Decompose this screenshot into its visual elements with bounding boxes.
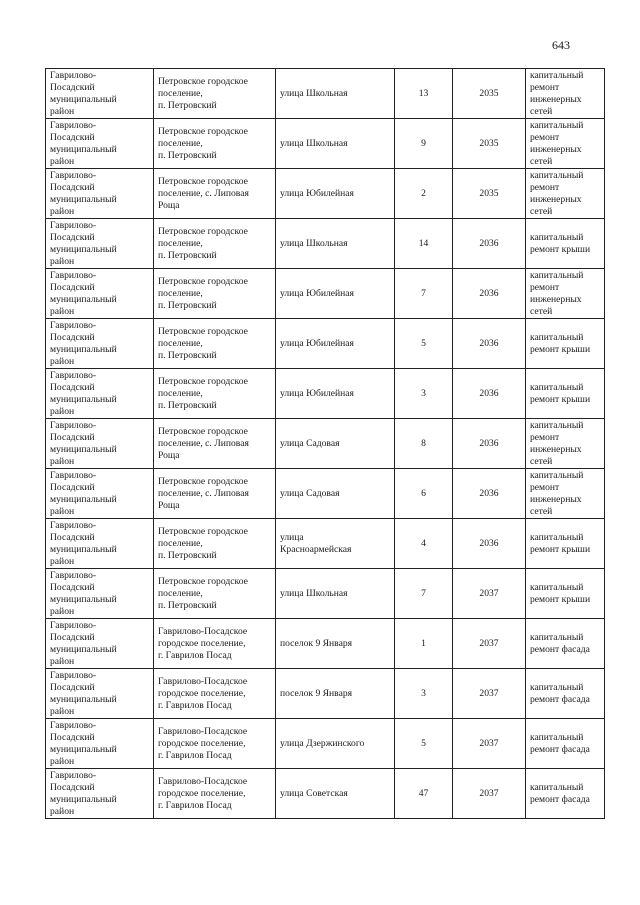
settlement-cell: Петровское городское поселение, с. Липовая Роща	[154, 169, 276, 219]
work-type-cell: капитальный ремонт фасада	[526, 719, 605, 769]
street-cell: улица Дзержинского	[276, 719, 395, 769]
year-cell: 2035	[453, 169, 526, 219]
repair-schedule-table	[45, 68, 605, 819]
district-cell: Гаврилово- Посадский муниципальный район	[46, 319, 154, 369]
table-row	[46, 719, 605, 769]
district-cell: Гаврилово- Посадский муниципальный район	[46, 469, 154, 519]
table-row	[46, 769, 605, 819]
work-type-cell: капитальный ремонт инженерных сетей	[526, 269, 605, 319]
district-cell: Гаврилово- Посадский муниципальный район	[46, 569, 154, 619]
street-cell: улица Юбилейная	[276, 269, 395, 319]
house-number-cell: 8	[395, 419, 453, 469]
district-cell: Гаврилово- Посадский муниципальный район	[46, 519, 154, 569]
settlement-cell: Петровское городское поселение, п. Петровский	[154, 269, 276, 319]
house-number-cell: 7	[395, 269, 453, 319]
settlement-cell: Петровское городское поселение, п. Петровский	[154, 319, 276, 369]
settlement-cell: Петровское городское поселение, п. Петровский	[154, 369, 276, 419]
year-cell: 2037	[453, 569, 526, 619]
settlement-cell: Гаврилово-Посадское городское поселение, г. Гаврилов Посад	[154, 619, 276, 669]
settlement-cell: Петровское городское поселение, п. Петровский	[154, 569, 276, 619]
work-type-cell: капитальный ремонт фасада	[526, 619, 605, 669]
year-cell: 2036	[453, 319, 526, 369]
work-type-cell: капитальный ремонт крыши	[526, 369, 605, 419]
table-row	[46, 319, 605, 369]
table-row	[46, 219, 605, 269]
table-row	[46, 369, 605, 419]
work-type-cell: капитальный ремонт фасада	[526, 669, 605, 719]
settlement-cell: Гаврилово-Посадское городское поселение, г. Гаврилов Посад	[154, 669, 276, 719]
year-cell: 2035	[453, 69, 526, 119]
district-cell: Гаврилово- Посадский муниципальный район	[46, 369, 154, 419]
work-type-cell: капитальный ремонт инженерных сетей	[526, 69, 605, 119]
street-cell: улица Школьная	[276, 119, 395, 169]
settlement-cell: Гаврилово-Посадское городское поселение, г. Гаврилов Посад	[154, 719, 276, 769]
year-cell: 2036	[453, 369, 526, 419]
house-number-cell: 3	[395, 369, 453, 419]
settlement-cell: Петровское городское поселение, с. Липовая Роща	[154, 419, 276, 469]
work-type-cell: капитальный ремонт крыши	[526, 569, 605, 619]
district-cell: Гаврилово- Посадский муниципальный район	[46, 119, 154, 169]
house-number-cell: 2	[395, 169, 453, 219]
street-cell: улица Школьная	[276, 219, 395, 269]
table-row	[46, 119, 605, 169]
table-row	[46, 269, 605, 319]
settlement-cell: Петровское городское поселение, п. Петровский	[154, 69, 276, 119]
house-number-cell: 4	[395, 519, 453, 569]
house-number-cell: 14	[395, 219, 453, 269]
house-number-cell: 9	[395, 119, 453, 169]
year-cell: 2036	[453, 419, 526, 469]
table-row	[46, 619, 605, 669]
work-type-cell: капитальный ремонт инженерных сетей	[526, 419, 605, 469]
settlement-cell: Петровское городское поселение, п. Петровский	[154, 119, 276, 169]
year-cell: 2037	[453, 769, 526, 819]
settlement-cell: Петровское городское поселение, п. Петровский	[154, 219, 276, 269]
settlement-cell: Петровское городское поселение, п. Петровский	[154, 519, 276, 569]
district-cell: Гаврилово- Посадский муниципальный район	[46, 269, 154, 319]
year-cell: 2036	[453, 469, 526, 519]
house-number-cell: 13	[395, 69, 453, 119]
year-cell: 2035	[453, 119, 526, 169]
house-number-cell: 5	[395, 719, 453, 769]
table-row	[46, 519, 605, 569]
work-type-cell: капитальный ремонт инженерных сетей	[526, 169, 605, 219]
district-cell: Гаврилово- Посадский муниципальный район	[46, 169, 154, 219]
work-type-cell: капитальный ремонт фасада	[526, 769, 605, 819]
street-cell: улица Юбилейная	[276, 369, 395, 419]
street-cell: улица Садовая	[276, 419, 395, 469]
table-row	[46, 419, 605, 469]
work-type-cell: капитальный ремонт крыши	[526, 519, 605, 569]
page-number: 643	[552, 38, 570, 52]
table-row	[46, 69, 605, 119]
year-cell: 2037	[453, 669, 526, 719]
table-row	[46, 669, 605, 719]
year-cell: 2037	[453, 619, 526, 669]
district-cell: Гаврилово- Посадский муниципальный район	[46, 769, 154, 819]
district-cell: Гаврилово- Посадский муниципальный район	[46, 619, 154, 669]
work-type-cell: капитальный ремонт инженерных сетей	[526, 469, 605, 519]
street-cell: улица Красноармейская	[276, 519, 395, 569]
street-cell: улица Садовая	[276, 469, 395, 519]
house-number-cell: 3	[395, 669, 453, 719]
house-number-cell: 47	[395, 769, 453, 819]
work-type-cell: капитальный ремонт крыши	[526, 219, 605, 269]
street-cell: улица Советская	[276, 769, 395, 819]
street-cell: улица Юбилейная	[276, 169, 395, 219]
district-cell: Гаврилово- Посадский муниципальный район	[46, 69, 154, 119]
district-cell: Гаврилово- Посадский муниципальный район	[46, 719, 154, 769]
table-row	[46, 469, 605, 519]
street-cell: поселок 9 Января	[276, 619, 395, 669]
work-type-cell: капитальный ремонт крыши	[526, 319, 605, 369]
district-cell: Гаврилово- Посадский муниципальный район	[46, 669, 154, 719]
year-cell: 2036	[453, 219, 526, 269]
table-row	[46, 569, 605, 619]
district-cell: Гаврилово- Посадский муниципальный район	[46, 419, 154, 469]
table-body	[46, 69, 605, 819]
district-cell: Гаврилово- Посадский муниципальный район	[46, 219, 154, 269]
street-cell: улица Школьная	[276, 569, 395, 619]
house-number-cell: 7	[395, 569, 453, 619]
table-row	[46, 169, 605, 219]
street-cell: улица Школьная	[276, 69, 395, 119]
street-cell: улица Юбилейная	[276, 319, 395, 369]
year-cell: 2036	[453, 269, 526, 319]
year-cell: 2037	[453, 719, 526, 769]
house-number-cell: 6	[395, 469, 453, 519]
year-cell: 2036	[453, 519, 526, 569]
settlement-cell: Гаврилово-Посадское городское поселение, г. Гаврилов Посад	[154, 769, 276, 819]
settlement-cell: Петровское городское поселение, с. Липовая Роща	[154, 469, 276, 519]
house-number-cell: 5	[395, 319, 453, 369]
street-cell: поселок 9 Января	[276, 669, 395, 719]
house-number-cell: 1	[395, 619, 453, 669]
work-type-cell: капитальный ремонт инженерных сетей	[526, 119, 605, 169]
